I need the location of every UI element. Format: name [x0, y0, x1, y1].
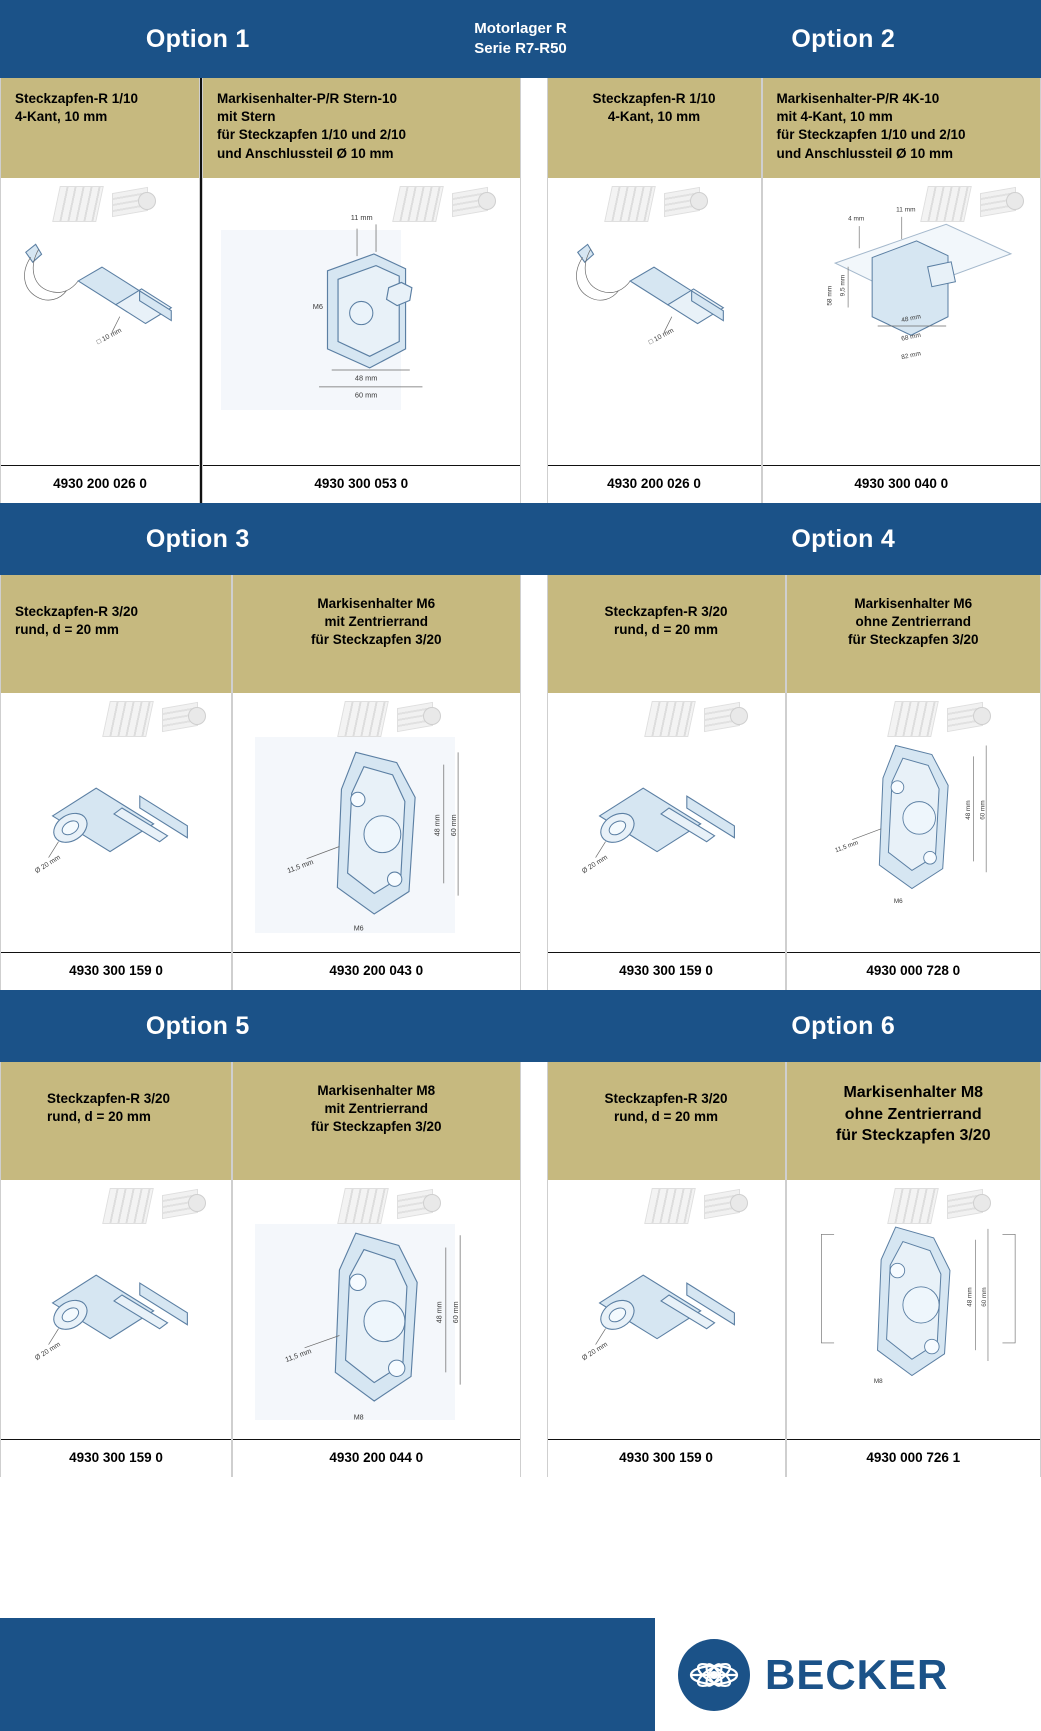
svg-text:Ø 20 mm: Ø 20 mm [34, 854, 62, 876]
option-5-block [0, 1062, 521, 1477]
option-6-item-2 [786, 1062, 1041, 1477]
title-line: und Anschlussteil Ø 10 mm [776, 145, 954, 161]
option-3-item-1 [0, 575, 232, 990]
steckzapfen-drawing [548, 178, 761, 416]
option-1-heading: Option 1 [145, 24, 250, 53]
title-line: für Steckzapfen 1/10 und 2/10 [776, 127, 966, 143]
svg-text:9,5 mm: 9,5 mm [838, 274, 846, 297]
option-band-1 [0, 0, 1041, 78]
title-line: für Steckzapfen 3/20 [835, 1127, 991, 1145]
option-1-block [0, 78, 521, 503]
svg-text:11,5 mm: 11,5 mm [284, 1347, 313, 1365]
article-number: 4930 200 043 0 [233, 952, 520, 990]
markisenhalter-drawing [233, 693, 519, 949]
options-row-1 [0, 78, 1041, 503]
item-title [1, 78, 199, 178]
svg-text:M6: M6 [353, 924, 364, 933]
option-2-heading: Option 2 [791, 24, 896, 53]
item-title [1, 1062, 231, 1180]
article-number: 4930 300 159 0 [1, 1439, 231, 1477]
svg-text:48 mm: 48 mm [354, 373, 378, 383]
option-band-2 [0, 503, 1041, 575]
item-illustration [548, 1180, 785, 1439]
options-row-3 [0, 1062, 1041, 1477]
article-number: 4930 300 053 0 [203, 465, 520, 503]
title-line: für Steckzapfen 1/10 und 2/10 [217, 127, 407, 143]
steckzapfen-drawing [1, 1180, 231, 1398]
item-title [548, 1062, 785, 1180]
markisenhalter-drawing [763, 178, 1041, 409]
item-illustration [1, 693, 231, 952]
item-title [787, 1062, 1041, 1180]
article-number: 4930 300 159 0 [1, 952, 231, 990]
svg-text:48 mm: 48 mm [964, 800, 972, 820]
steckzapfen-drawing [548, 1180, 785, 1398]
title-line: Steckzapfen-R 3/20 [47, 1091, 171, 1106]
svg-text:48 mm: 48 mm [900, 313, 922, 325]
svg-text:M6: M6 [893, 898, 903, 906]
svg-text:60 mm: 60 mm [980, 1287, 988, 1307]
article-number: 4930 200 044 0 [233, 1439, 520, 1477]
title-line: Markisenhalter M8 [843, 1084, 984, 1101]
becker-logo-icon [677, 1638, 751, 1712]
item-illustration [763, 178, 1041, 465]
title-line: Markisenhalter-P/R 4K-10 [776, 91, 940, 106]
svg-text:60 mm: 60 mm [978, 800, 986, 820]
option-4-item-2 [786, 575, 1041, 990]
item-illustration [787, 693, 1041, 952]
option-3-heading: Option 3 [145, 524, 250, 553]
svg-text:60 mm: 60 mm [452, 1301, 461, 1324]
item-illustration [787, 1180, 1041, 1439]
svg-text:60 mm: 60 mm [354, 390, 378, 400]
article-number: 4930 300 040 0 [763, 465, 1041, 503]
product-header [396, 19, 646, 60]
title-line: Steckzapfen-R 1/10 [592, 91, 716, 106]
item-title [233, 1062, 520, 1180]
title-line: rund, d = 20 mm [614, 622, 718, 638]
item-illustration [203, 178, 520, 465]
option-3-item-2 [232, 575, 521, 990]
svg-text:□ 10 mm: □ 10 mm [95, 327, 123, 347]
option-3-block [0, 575, 521, 990]
option-5-item-1 [0, 1062, 232, 1477]
option-2-block [521, 78, 1041, 503]
title-line: Steckzapfen-R 3/20 [15, 604, 139, 619]
option-2-item-1 [547, 78, 762, 503]
option-1-item-1 [0, 78, 200, 503]
option-5-item-2 [232, 1062, 521, 1477]
steckzapfen-drawing [1, 693, 231, 911]
article-number: 4930 200 026 0 [548, 465, 761, 503]
title-line: Steckzapfen-R 3/20 [604, 1091, 728, 1106]
option-band-3 [0, 990, 1041, 1062]
article-number: 4930 000 728 0 [787, 952, 1041, 990]
option-5-heading: Option 5 [145, 1011, 250, 1040]
title-line: mit Stern [217, 109, 276, 125]
title-line: für Steckzapfen 3/20 [310, 632, 442, 648]
title-line: mit Zentrierrand [324, 614, 429, 630]
item-title [1, 575, 231, 693]
svg-text:M6: M6 [312, 301, 323, 311]
title-line: Steckzapfen-R 1/10 [15, 91, 139, 106]
svg-text:11,5 mm: 11,5 mm [833, 839, 859, 855]
title-line: mit 4-Kant, 10 mm [776, 109, 893, 125]
svg-text:Ø 20 mm: Ø 20 mm [580, 1341, 609, 1363]
svg-text:48 mm: 48 mm [433, 814, 442, 837]
option-6-block [521, 1062, 1041, 1477]
item-illustration [233, 693, 520, 952]
markisenhalter-drawing [787, 693, 1040, 919]
product-header-line2: Serie R7-R50 [474, 40, 567, 57]
svg-text:□ 10 mm: □ 10 mm [647, 327, 675, 347]
svg-text:M8: M8 [873, 1377, 883, 1385]
article-number: 4930 200 026 0 [1, 465, 199, 503]
brand-name: BECKER [765, 1650, 949, 1698]
item-title [763, 78, 1041, 178]
options-row-2 [0, 575, 1041, 990]
article-number: 4930 300 159 0 [548, 952, 785, 990]
svg-text:68 mm: 68 mm [900, 331, 922, 343]
title-line: Markisenhalter M6 [317, 596, 436, 611]
steckzapfen-drawing [548, 693, 785, 911]
svg-text:4 mm: 4 mm [847, 215, 864, 223]
option-6-item-1 [547, 1062, 786, 1477]
item-title [548, 575, 785, 693]
option-1-item-2 [202, 78, 521, 503]
svg-text:60 mm: 60 mm [450, 814, 459, 837]
item-title [203, 78, 520, 178]
markisenhalter-drawing [787, 1180, 1040, 1406]
item-illustration [548, 693, 785, 952]
svg-text:48 mm: 48 mm [435, 1301, 444, 1324]
title-line: und Anschlussteil Ø 10 mm [217, 145, 394, 161]
item-title [787, 575, 1041, 693]
page-footer [0, 1618, 1041, 1731]
markisenhalter-drawing [203, 178, 520, 442]
svg-text:58 mm: 58 mm [825, 285, 833, 306]
title-line: 4-Kant, 10 mm [15, 109, 108, 125]
title-line: 4-Kant, 10 mm [607, 109, 701, 125]
item-illustration [233, 1180, 520, 1439]
title-line: rund, d = 20 mm [15, 622, 119, 638]
title-line: mit Zentrierrand [324, 1101, 429, 1117]
article-number: 4930 000 726 1 [787, 1439, 1041, 1477]
option-6-heading: Option 6 [791, 1011, 896, 1040]
svg-text:11,5 mm: 11,5 mm [286, 858, 315, 875]
brand-area [655, 1618, 1041, 1731]
title-line: rund, d = 20 mm [47, 1109, 151, 1125]
item-illustration [548, 178, 761, 465]
product-header-line1: Motorlager R [474, 19, 567, 37]
item-illustration [1, 178, 199, 465]
option-4-heading: Option 4 [791, 524, 896, 553]
option-4-block [521, 575, 1041, 990]
title-line: für Steckzapfen 3/20 [310, 1119, 442, 1135]
svg-text:11 mm: 11 mm [895, 206, 915, 214]
svg-text:82 mm: 82 mm [900, 350, 922, 362]
option-4-item-1 [547, 575, 786, 990]
title-line: Markisenhalter M6 [854, 596, 973, 611]
option-2-item-2 [762, 78, 1041, 503]
title-line: Steckzapfen-R 3/20 [604, 604, 728, 619]
title-line: ohne Zentrierrand [855, 614, 971, 630]
footer-blue-band [0, 1618, 655, 1731]
svg-text:Ø 20 mm: Ø 20 mm [580, 854, 609, 876]
svg-text:Ø 20 mm: Ø 20 mm [34, 1341, 62, 1363]
title-line: Markisenhalter M8 [317, 1083, 436, 1098]
markisenhalter-drawing [233, 1180, 519, 1436]
svg-text:M8: M8 [353, 1413, 364, 1422]
item-title [233, 575, 520, 693]
svg-text:11 mm: 11 mm [350, 213, 373, 223]
item-title [548, 78, 761, 178]
article-number: 4930 300 159 0 [548, 1439, 785, 1477]
title-line: rund, d = 20 mm [614, 1109, 718, 1125]
title-line: ohne Zentrierrand [844, 1105, 982, 1123]
item-illustration [1, 1180, 231, 1439]
title-line: für Steckzapfen 3/20 [847, 632, 979, 648]
steckzapfen-drawing [1, 178, 199, 416]
svg-text:48 mm: 48 mm [966, 1287, 974, 1307]
title-line: Markisenhalter-P/R Stern-10 [217, 91, 398, 106]
